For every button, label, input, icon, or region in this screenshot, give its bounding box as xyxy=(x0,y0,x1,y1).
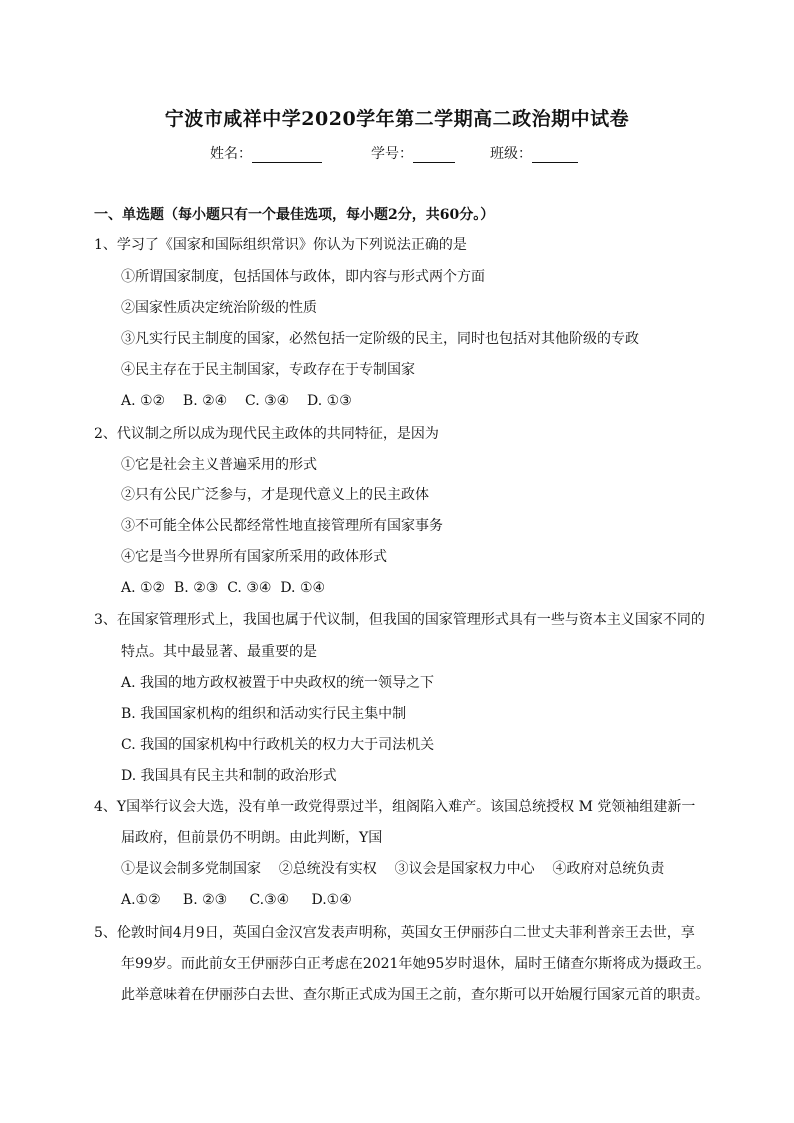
section-heading: 一、单选题（每小题只有一个最佳选项，每小题2分，共60分。） xyxy=(94,207,495,223)
question-2-statement: ①它是社会主义普遍采用的形式 xyxy=(121,457,317,473)
question-3-choice: A. 我国的地方政权被置于中央政权的统一领导之下 xyxy=(121,675,435,691)
name-label: 姓名： xyxy=(210,146,252,162)
question-2-options: A. ①② B. ②③ C. ③④ D. ①④ xyxy=(121,580,326,596)
question-3-choice: B. 我国国家机构的组织和活动实行民主集中制 xyxy=(121,706,407,722)
question-1-statement: ①所谓国家制度，包括国体与政体，即内容与形式两个方面 xyxy=(121,269,485,285)
question-2-stem: 2、代议制之所以成为现代民主政体的共同特征，是因为 xyxy=(94,426,439,442)
name-field xyxy=(210,143,322,163)
question-3-choice: D. 我国具有民主共和制的政治形式 xyxy=(121,768,337,784)
question-4-stem: 4、Y国举行议会大选，没有单一政党得票过半，组阁陷入难产。该国总统授权 M 党领袖组建新一 xyxy=(94,799,696,815)
class-label: 班级： xyxy=(490,146,532,162)
id-label: 学号： xyxy=(371,146,413,162)
question-3-stem-continued: 特点。其中最显著、最重要的是 xyxy=(121,644,317,660)
exam-title: 宁波市咸祥中学2020学年第二学期高二政治期中试卷 xyxy=(164,108,630,130)
question-5-stem-continued: 年99岁。而此前女王伊丽莎白正考虑在2021年她95岁时退休，届时王储查尔斯将成为摄政王。 xyxy=(121,956,711,972)
name-blank xyxy=(252,147,322,163)
question-2-statement: ②只有公民广泛参与，才是现代意义上的民主政体 xyxy=(121,487,429,503)
question-4-statements: ①是议会制多党制国家 ②总统没有实权 ③议会是国家权力中心 ④政府对总统负责 xyxy=(121,861,665,877)
question-4-stem-continued: 届政府，但前景仍不明朗。由此判断，Y国 xyxy=(121,830,383,846)
id-field xyxy=(371,143,455,163)
question-3-stem: 3、在国家管理形式上，我国也属于代议制，但我国的国家管理形式具有一些与资本主义国家不同的 xyxy=(94,612,705,628)
class-field xyxy=(490,143,578,163)
question-1-statement: ④民主存在于民主制国家，专政存在于专制国家 xyxy=(121,362,415,378)
question-1-options: A. ①② B. ②④ C. ③④ D. ①③ xyxy=(121,393,352,409)
question-5-stem-continued: 此举意味着在伊丽莎白去世、查尔斯正式成为国王之前，查尔斯可以开始履行国家元首的职责。 xyxy=(121,987,709,1003)
class-blank xyxy=(532,147,578,163)
question-1-statement: ③凡实行民主制度的国家，必然包括一定阶级的民主，同时也包括对其他阶级的专政 xyxy=(121,331,639,347)
question-3-choice: C. 我国的国家机构中行政机关的权力大于司法机关 xyxy=(121,737,435,753)
question-5-stem: 5、伦敦时间4月9日，英国白金汉宫发表声明称，英国女王伊丽莎白二世丈夫菲利普亲王去世，享 xyxy=(94,925,695,941)
question-4-options: A.①② B. ②③ C.③④ D.①④ xyxy=(121,892,352,908)
question-1-statement: ②国家性质决定统治阶级的性质 xyxy=(121,300,317,316)
question-2-statement: ④它是当今世界所有国家所采用的政体形式 xyxy=(121,549,387,565)
student-info-row xyxy=(0,143,794,163)
question-1-stem: 1、学习了《国家和国际组织常识》你认为下列说法正确的是 xyxy=(94,237,467,253)
id-blank xyxy=(413,147,455,163)
question-2-statement: ③不可能全体公民都经常性地直接管理所有国家事务 xyxy=(121,518,443,534)
